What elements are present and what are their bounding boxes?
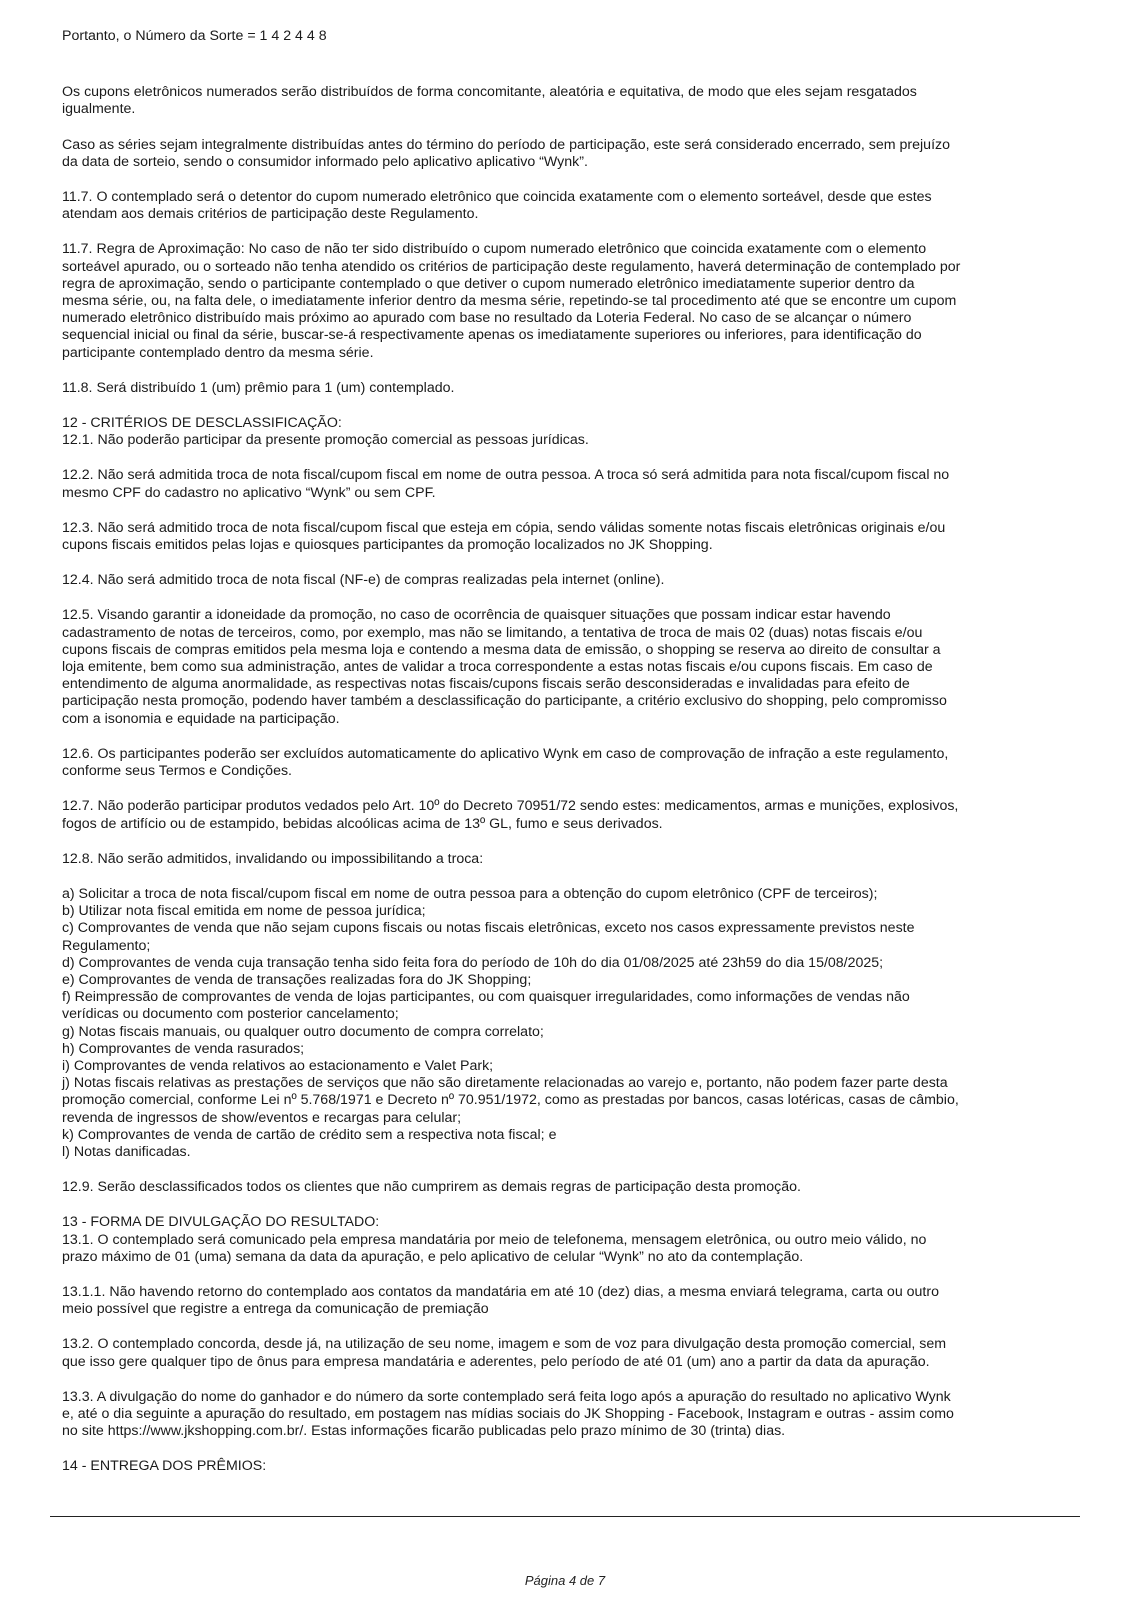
page-content [62,28,1066,1476]
paragraph-series-end: Caso as séries sejam integralmente distribuídas antes do término do período de participação, este será considerado encerrado, sem prejuízo da data de sorteio, sendo o consumidor informado pelo aplicativo aplicativo “Wynk”. [62,136,950,170]
exclusion-list [62,886,1066,1161]
list-item: f) Reimpressão de comprovantes de venda de lojas participantes, ou com quaisquer irregularidades, como informações de vendas não verídicas ou documento com posterior cancelamento; [62,989,910,1023]
section-12-heading: 12 - CRITÉRIOS DE DESCLASSIFICAÇÃO: [62,415,342,432]
paragraph-11-7-winner: 11.7. O contemplado será o detentor do cupom numerado eletrônico que coincida exatamente com o elemento sorteável, desde que estes atendam aos demais critérios de participação deste Regulamento. [62,189,932,223]
paragraph-12-7: 12.7. Não poderão participar produtos vedados pelo Art. 10º do Decreto 70951/72 sendo estes: medicamentos, armas e munições, explosivos, fogos de artifício ou de estampido, bebidas alcoólicas acima de 13º GL, fumo e seus derivados. [62,798,959,832]
paragraph-13-2: 13.2. O contemplado concorda, desde já, na utilização de seu nome, imagem e som de voz para divulgação desta promoção comercial, sem que isso gere qualquer tipo de ônus para empresa mandatária e aderentes, pelo período de até 01 (um) ano a partir da data da apuração. [62,1336,947,1370]
list-item: e) Comprovantes de venda de transações realizadas fora do JK Shopping; [62,971,532,988]
paragraph-12-5: 12.5. Visando garantir a idoneidade da promoção, no caso de ocorrência de quaisquer situações que possam indicar estar havendo cadastramento de notas de terceiros, como, por exemplo, mas não se limitando, a tentativa de troca de mais 02 (duas) notas fiscais e/ou cupons fiscais de compras emitidos pela mesma loja e contendo a mesma data de emissão, o shopping se reserva ao direito de consultar a loja emitente, bem como sua administração, antes de validar a troca correspondente a estas notas fiscais e/ou cupons fiscais. Em caso de entendimento de alguma anormalidade, as respectivas notas fiscais/cupons fiscais serão desconsideradas e invalidadas para efeito de participação nesta promoção, podendo haver também a desclassificação do participante, a critério exclusivo do shopping, pelo compromisso com a isonomia e equidade na participação. [62,607,947,727]
list-item: d) Comprovantes de venda cuja transação tenha sido feita fora do período de 10h do dia 01/08/2025 até 23h59 do dia 15/08/2025; [62,954,884,971]
paragraph-11-8: 11.8. Será distribuído 1 (um) prêmio para 1 (um) contemplado. [62,379,455,396]
paragraph-12-4: 12.4. Não será admitido troca de nota fiscal (NF-e) de compras realizadas pela internet (online). [62,572,665,589]
paragraph-12-1: 12.1. Não poderão participar da presente promoção comercial as pessoas jurídicas. [62,432,589,449]
paragraph-12-8: 12.8. Não serão admitidos, invalidando ou impossibilitando a troca: [62,850,484,867]
footer-divider [50,1516,1080,1517]
paragraph-12-3: 12.3. Não será admitido troca de nota fiscal/cupom fiscal que esteja em cópia, sendo válidas somente notas fiscais eletrônicas originais e/ou cupons fiscais emitidos pelas lojas e quiosques participantes da promoção localizados no JK Shopping. [62,519,946,554]
paragraph-distribution: Os cupons eletrônicos numerados serão distribuídos de forma concomitante, aleatória e equitativa, de modo que eles sejam resgatados igualmente. [62,84,917,118]
list-item: h) Comprovantes de venda rasurados; [62,1040,305,1057]
paragraph-12-9: 12.9. Serão desclassificados todos os clientes que não cumprirem as demais regras de participação desta promoção. [62,1179,801,1196]
paragraph-11-7-approximation: 11.7. Regra de Aproximação: No caso de não ter sido distribuído o cupom numerado eletrônico que coincida exatamente com o elemento sorteável apurado, ou o sorteado não tenha atendido os critérios de participação deste regulamento, haverá determinação de contemplado por regra de aproximação, sendo o participante contemplado o que detiver o cupom numerado eletrônico imediatamente superior dentro da mesma série, ou, na falta dele, o imediatamente inferior dentro da mesma série, repetindo-se tal procedimento até que se encontre um cupom numerado eletrônico distribuído mais próximo ao apurado com base no resultado da Loteria Federal. No caso de se alcançar o número sequencial inicial ou final da série, buscar-se-á respectivamente apenas os imediatamente superiores ou inferiores, para identificação do participante contemplado dentro da mesma série. [62,241,961,361]
list-item: a) Solicitar a troca de nota fiscal/cupom fiscal em nome de outra pessoa para a obtenção do cupom eletrônico (CPF de terceiros); [62,885,878,902]
list-item: l) Notas danificadas. [62,1143,191,1160]
page-number: Página 4 de 7 [524,1573,606,1588]
list-item: j) Notas fiscais relativas as prestações de serviços que não são diretamente relacionadas ao varejo e, portanto, não podem fazer parte desta promoção comercial, conforme Lei nº 5.768/1971 e Decreto nº 70.951/1972, como as prestadas por bancos, casas lotéricas, casas de câmbio, revenda de ingressos de show/eventos e recargas para celular; [62,1075,959,1126]
paragraph-13-1: 13.1. O contemplado será comunicado pela empresa mandatária por meio de telefonema, mensagem eletrônica, ou outro meio válido, no prazo máximo de 01 (uma) semana da data da apuração, e pelo aplicativo de celular “Wynk” no ato da contemplação. [62,1231,927,1265]
paragraph-13-3: 13.3. A divulgação do nome do ganhador e do número da sorte contemplado será feita logo após a apuração do resultado no aplicativo Wynk e, até o dia seguinte a apuração do resultado, em postagem nas mídias sociais do JK Shopping - Facebook, Instagram e outras - assim como no site https://www.jkshopping.com.br/. Estas informações ficarão publicadas pelo prazo mínimo de 30 (trinta) dias. [62,1388,954,1440]
list-item: i) Comprovantes de venda relativos ao estacionamento e Valet Park; [62,1057,494,1074]
paragraph-12-2: 12.2. Não será admitida troca de nota fiscal/cupom fiscal em nome de outra pessoa. A troca só será admitida para nota fiscal/cupom fiscal no mesmo CPF do cadastro no aplicativo “Wynk” ou sem CPF. [62,467,950,501]
paragraph-12-6: 12.6. Os participantes poderão ser excluídos automaticamente do aplicativo Wynk em caso de comprovação de infração a este regulamento, conforme seus Termos e Condições. [62,745,949,780]
list-item: b) Utilizar nota fiscal emitida em nome de pessoa jurídica; [62,903,426,920]
list-item: g) Notas fiscais manuais, ou qualquer outro documento de compra correlato; [62,1023,544,1040]
lucky-number-line: Portanto, o Número da Sorte = 1 4 2 4 4 8 [62,28,327,44]
list-item: c) Comprovantes de venda que não sejam cupons fiscais ou notas fiscais eletrônicas, exceto nos casos expressamente previstos neste Regulamento; [62,920,915,954]
section-14-heading: 14 - ENTREGA DOS PRÊMIOS: [62,1458,267,1475]
list-item: k) Comprovantes de venda de cartão de crédito sem a respectiva nota fiscal; e [62,1126,557,1143]
paragraph-13-1-1: 13.1.1. Não havendo retorno do contemplado aos contatos da mandatária em até 10 (dez) dias, a mesma enviará telegrama, carta ou outro meio possível que registre a entrega da comunicação de premiação [62,1283,939,1318]
section-13-heading: 13 - FORMA DE DIVULGAÇÃO DO RESULTADO: [62,1214,380,1231]
